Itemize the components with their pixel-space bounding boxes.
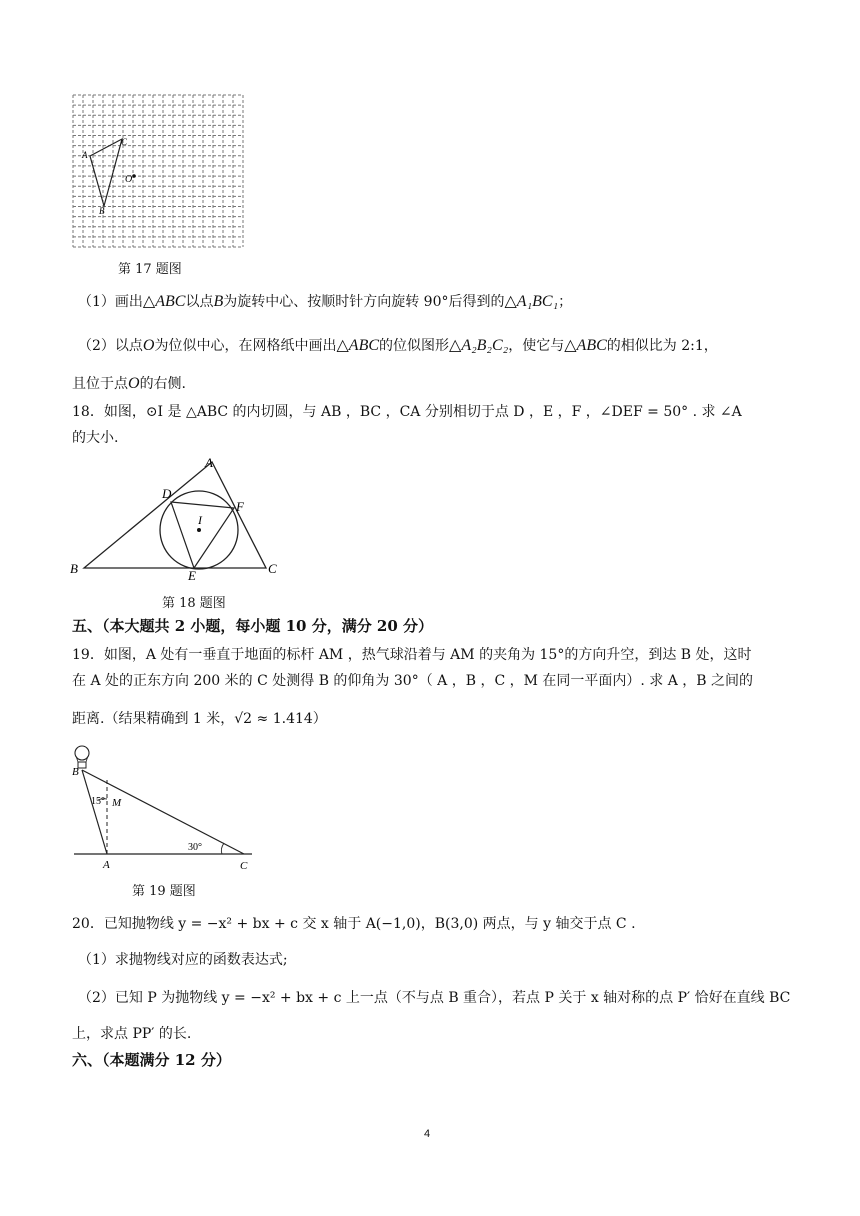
q17-part1: （1）画出△ABC以点B为旋转中心、按顺时针方向旋转 90°后得到的△A₁BC₁； (78, 293, 573, 310)
label-30: 30° (188, 842, 202, 853)
figure-17-caption: 第 17 题图 (118, 262, 182, 277)
label-f: F (236, 499, 244, 514)
page-number: 4 (424, 1128, 431, 1140)
label-c: C (240, 860, 248, 872)
point-o (132, 174, 136, 178)
figure-18 (66, 452, 286, 584)
label-a: A (82, 150, 88, 160)
label-o: O (125, 174, 133, 185)
balloon-icon (75, 746, 89, 760)
label-c: C (268, 561, 277, 576)
label-a: A (103, 859, 110, 871)
q18-line2: 的大小. (72, 430, 119, 446)
q20-part2-line2: 上，求点 PP′ 的长. (72, 1026, 192, 1042)
angle-30-arc (221, 843, 224, 854)
q20-line1: 20．已知抛物线 y = −x² + bx + c 交 x 轴于 A(−1,0)，B(3,0) 两点，与 y 轴交于点 C . (72, 916, 636, 932)
q17-part2-line1: （2）以点O为位似中心，在网格纸中画出△ABC的位似图形△A₂B₂C₂，使它与△ABC的相似比为 2:1， (78, 337, 718, 354)
label-b: B (99, 206, 105, 216)
q18-line1: 18．如图，⊙I 是 △ABC 的内切圆，与 AB ，BC ，CA 分别相切于点 D ，E ，F ，∠DEF = 50° . 求 ∠A (72, 404, 742, 420)
label-e: E (188, 568, 196, 583)
section-5-heading: 五、（本大题共 2 小题，每小题 10 分，满分 20 分） (72, 617, 434, 635)
q19-line2: 在 A 处的正东方向 200 米的 C 处测得 B 的仰角为 30°（ A ，B ，C ，M 在同一平面内）. 求 A ，B 之间的 (72, 673, 754, 689)
line-bc (82, 770, 244, 854)
label-i: I (198, 513, 202, 527)
figure-17 (72, 94, 246, 250)
center-i (197, 528, 201, 532)
q19-line1: 19．如图，A 处有一垂直于地面的标杆 AM ，热气球沿着与 AM 的夹角为 15°的方向升空，到达 B 处，这时 (72, 647, 752, 663)
label-b: B (70, 561, 78, 576)
line-ba (82, 770, 107, 854)
figure-18-caption: 第 18 题图 (162, 596, 226, 611)
label-m: M (112, 797, 122, 809)
q19-line3: 距离.（结果精确到 1 米，√2 ≈ 1.414） (72, 711, 327, 727)
figure-19 (72, 738, 256, 874)
label-c: C (121, 137, 128, 147)
q20-part2-line1: （2）已知 P 为抛物线 y = −x² + bx + c 上一点（不与点 B 重合），若点 P 关于 x 轴对称的点 P′ 恰好在直线 BC (78, 990, 791, 1006)
label-d: D (162, 486, 172, 501)
q20-part1: （1）求抛物线对应的函数表达式; (78, 952, 288, 968)
label-15: 15° (91, 796, 105, 807)
section-6-heading: 六、（本题满分 12 分） (72, 1051, 231, 1069)
figure-19-caption: 第 19 题图 (132, 884, 196, 899)
label-a: A (205, 455, 213, 470)
label-b: B (72, 766, 79, 778)
q17-part2-line2: 且位于点O的右侧. (72, 375, 187, 392)
grid-lines (73, 95, 243, 247)
triangle-def (171, 502, 234, 568)
